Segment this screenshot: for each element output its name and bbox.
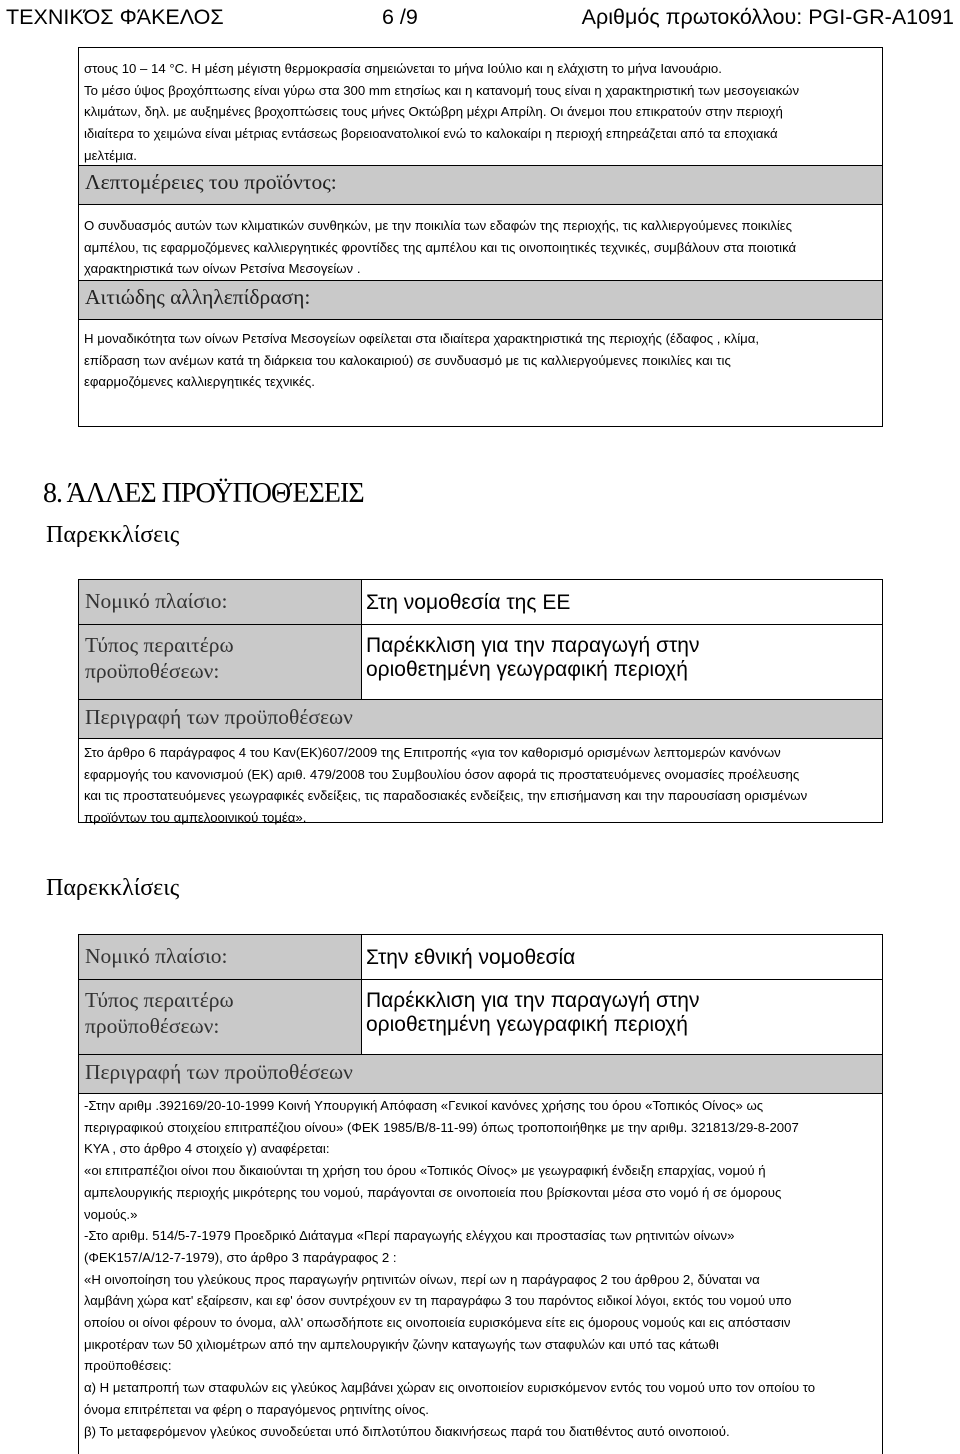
derogations-heading: Παρεκκλίσεις bbox=[46, 522, 180, 548]
text-line: εφαρμοζόμενες καλλιεργητικές τεχνικές. bbox=[84, 374, 315, 390]
column-divider bbox=[361, 580, 362, 699]
text-line: εφαρμογής του κανονισμού (ΕΚ) αριθ. 479/2008 του Συμβουλίου όσον αφορά τις προστατευόμενες ονομασίες προέλευσης bbox=[84, 766, 800, 782]
derogations-heading: Παρεκκλίσεις bbox=[46, 875, 180, 901]
condition-type-value-line: οριοθετημένη γεωγραφική περιοχή bbox=[366, 658, 688, 681]
text-line: προϊόντων του αμπελοοινικού τομέα». bbox=[84, 810, 307, 826]
details-heading: Λεπτομέρειες του προϊόντος: bbox=[85, 170, 337, 194]
causal-text bbox=[84, 328, 879, 393]
causal-heading-band bbox=[79, 280, 882, 320]
text-line: χαρακτηριστικά των οίνων Ρετσίνα Μεσογείων . bbox=[84, 261, 361, 277]
derogation-table bbox=[78, 934, 883, 1454]
text-line: κλιμάτων, δηλ. με αυξημένες βροχοπτώσεις τους μήνες Οκτώβρη μέχρι Απρίλη. Οι άνεμοι που επικρατούν στην περιοχή bbox=[84, 104, 783, 120]
page-number: 6 /9 bbox=[382, 5, 418, 29]
text-line: περιγραφικού στοιχείου επιτραπέζιου οίνου» (ΦΕΚ 1985/Β/8-11-99) όπως τροποποιήθηκε με την αριθμ. 321813/29-8-2007 bbox=[84, 1119, 799, 1135]
text-line: ΚΥΑ , στο άρθρο 4 στοιχείο γ) αναφέρεται: bbox=[84, 1141, 330, 1157]
legal-framework-label-text: Νομικό πλαίσιο: bbox=[85, 944, 228, 968]
text-line: και τις προστατευόμενες γεωγραφικές ενδείξεις, τις παραδοσιακές ενδείξεις, την επισήμανση και την παρουσίαση ορισμένων bbox=[84, 788, 808, 804]
row-divider bbox=[79, 1093, 882, 1094]
text-line: α) Η μεταπροπή των σταφυλών εις γλεύκος λαμβάνει χώραν εις οινοποιείον ευρισκόμενον εντός του νομού υπο τον οποίου το bbox=[84, 1380, 816, 1396]
section-title: 8. ΆΛΛΕΣ ΠΡΟΫΠΟΘΈΣΕΙΣ bbox=[43, 478, 364, 509]
condition-type-label-line: Τύπος περαιτέρω bbox=[85, 988, 234, 1012]
text-line: β) Το μεταφερόμενον γλεύκος συνοδεύεται υπό διπλοτύπου διακινήσεως παρά του διατιθέντος αυτό οινοποιού. bbox=[84, 1423, 730, 1439]
condition-type-label-line: προϋποθέσεων: bbox=[85, 1014, 220, 1038]
text-line: νομούς.» bbox=[84, 1206, 138, 1222]
text-line: ιδιαίτερα το χειμώνα είναι μέτριας εντάσεως βορειοανατολικοί ενώ το καλοκαίρι η περιοχή επηρεάζεται από τα εποχιακά bbox=[84, 126, 778, 142]
text-line: οποίου οι οίνοι φέρουν το όνομα, αλλ' οπωσδήποτε εις οινοποιεία ευρισκόμενα είτε εις όμορους νομούς και εις απόστασιν bbox=[84, 1315, 791, 1331]
text-line: μικροτέραν των 50 χιλιομέτρων από την αμπελουργικήν ζώνην καταγωγής των σταφυλών και υπό τας κάτωθι bbox=[84, 1336, 719, 1352]
text-line: «Η οινοποίηση του γλεύκους προς παραγωγήν ρητινιτών οίνων, περί ων η παράγραφος 2 του άρθρου 2, δύναται να bbox=[84, 1271, 760, 1287]
causal-heading: Αιτιώδης αλληλεπίδραση: bbox=[85, 285, 311, 309]
text-line: στους 10 – 14 °C. Η μέση μέγιστη θερμοκρασία σημειώνεται το μήνα Ιούλιο και η ελάχιστη το μήνα Ιανουάριο. bbox=[84, 61, 722, 76]
document-title: ΤΕΧΝΙΚΌΣ ΦΆΚΕΛΟΣ bbox=[6, 5, 224, 29]
text-line: επίδραση των ανέμων κατά τη διάρκεια του καλοκαιριού) σε συνδυασμό με τις καλλιεργούμενες ποικιλίες και τις bbox=[84, 352, 731, 368]
text-line: λαμβάνη χώρα κατ' εξαίρεσιν, και εφ' όσον συντρέχουν εν τη παραγράφω 3 του παρόντος ειδικοί λόγοι, εκτός του νομού υπο bbox=[84, 1293, 792, 1309]
legal-framework-value: Στη νομοθεσία της ΕΕ bbox=[366, 591, 571, 614]
text-line: Στο άρθρο 6 παράγραφος 4 του Καν(ΕΚ)607/2009 της Επιτροπής «για τον καθορισμό ορισμένων λεπτομερών κανόνων bbox=[84, 745, 781, 760]
page-header bbox=[6, 2, 960, 32]
text-line: Η μοναδικότητα των οίνων Ρετσίνα Μεσογείων οφείλεται στα ιδιαίτερα χαρακτηριστικά της περιοχής (έδαφος , κλίμα, bbox=[84, 331, 760, 346]
condition-type-label-line: προϋποθέσεων: bbox=[85, 659, 220, 683]
text-line: (ΦΕΚ157/Α/12-7-1979), στο άρθρο 3 παράγραφος 2 : bbox=[84, 1249, 397, 1265]
column-divider bbox=[361, 935, 362, 1054]
derogation-table bbox=[78, 579, 883, 826]
text-line: αμπέλου, τις εφαρμοζόμενες καλλιεργητικές φροντίδες της αμπέλου και τις οινοποιητικές τεχνικές, συμβάλουν στα ποιοτικά bbox=[84, 239, 797, 255]
climate-text bbox=[84, 58, 879, 167]
text-line: «οι επιτραπέζιοι οίνοι που δικαιούνται τη χρήση του όρου «Τοπικός Οίνος» με γεωγραφική ένδειξη επαρχίας, νομού ή bbox=[84, 1163, 766, 1179]
condition-type-value-line: Παρέκκλιση για την παραγωγή στην bbox=[366, 989, 700, 1012]
condition-type-value bbox=[362, 634, 882, 682]
description-heading: Περιγραφή των προϋποθέσεων bbox=[85, 705, 353, 729]
condition-type-label bbox=[79, 625, 361, 699]
condition-type-label bbox=[79, 980, 361, 1054]
condition-type-value-line: οριοθετημένη γεωγραφική περιοχή bbox=[366, 1013, 688, 1036]
text-line: -Στην αριθμ .392169/20-10-1999 Κοινή Υπουργική Απόφαση «Γενικοί κανόνες χρήσης του όρου «Τοπικός Οίνος» ως bbox=[84, 1098, 764, 1113]
details-text bbox=[84, 215, 879, 280]
condition-type-label-line: Τύπος περαιτέρω bbox=[85, 633, 234, 657]
text-line: αμπελουργικής περιοχής μικρότερης του νομού, παράγονται σε οινοποιεία που βρίσκονται μέσα στο νομό ή σε όμορους bbox=[84, 1184, 782, 1200]
description-heading: Περιγραφή των προϋποθέσεων bbox=[85, 1060, 353, 1084]
text-line: Το μέσο ύψος βροχόπτωσης είναι γύρω στα 300 mm ετησίως και η κατανομή τους είναι η χαρακτηριστική των μεσογειακών bbox=[84, 82, 800, 98]
text-line: -Στο αριθμ. 514/5-7-1979 Προεδρικό Διάταγμα «Περί παραγωγής ελέγχου και προστασίας των ρητινιτών οίνων» bbox=[84, 1228, 735, 1244]
details-heading-band bbox=[79, 165, 882, 205]
condition-type-value bbox=[362, 989, 882, 1037]
legal-framework-label bbox=[79, 935, 361, 979]
description-text bbox=[79, 742, 882, 829]
text-line: μελτέμια. bbox=[84, 147, 137, 163]
legal-framework-value: Στην εθνική νομοθεσία bbox=[366, 946, 576, 969]
description-heading-band bbox=[79, 1055, 882, 1093]
protocol-number: Αριθμός πρωτοκόλλου: PGI-GR-A1091 bbox=[581, 5, 954, 29]
description-heading-band bbox=[79, 700, 882, 738]
text-line: προϋποθέσεις: bbox=[84, 1358, 172, 1374]
legal-framework-label-text: Νομικό πλαίσιο: bbox=[85, 589, 228, 613]
text-line: Ο συνδυασμός αυτών των κλιματικών συνθηκών, με την ποικιλία των εδαφών της περιοχής, τις καλλιεργούμενες ποικιλίες bbox=[84, 218, 793, 233]
product-link-box bbox=[78, 47, 883, 427]
legal-framework-label bbox=[79, 580, 361, 624]
description-text bbox=[79, 1095, 882, 1442]
condition-type-value-line: Παρέκκλιση για την παραγωγή στην bbox=[366, 634, 700, 657]
text-line: όνομα επιτρέπεται να φέρη ο παραγόμενος ρητινίτης οίνος. bbox=[84, 1401, 429, 1417]
row-divider bbox=[79, 738, 882, 739]
